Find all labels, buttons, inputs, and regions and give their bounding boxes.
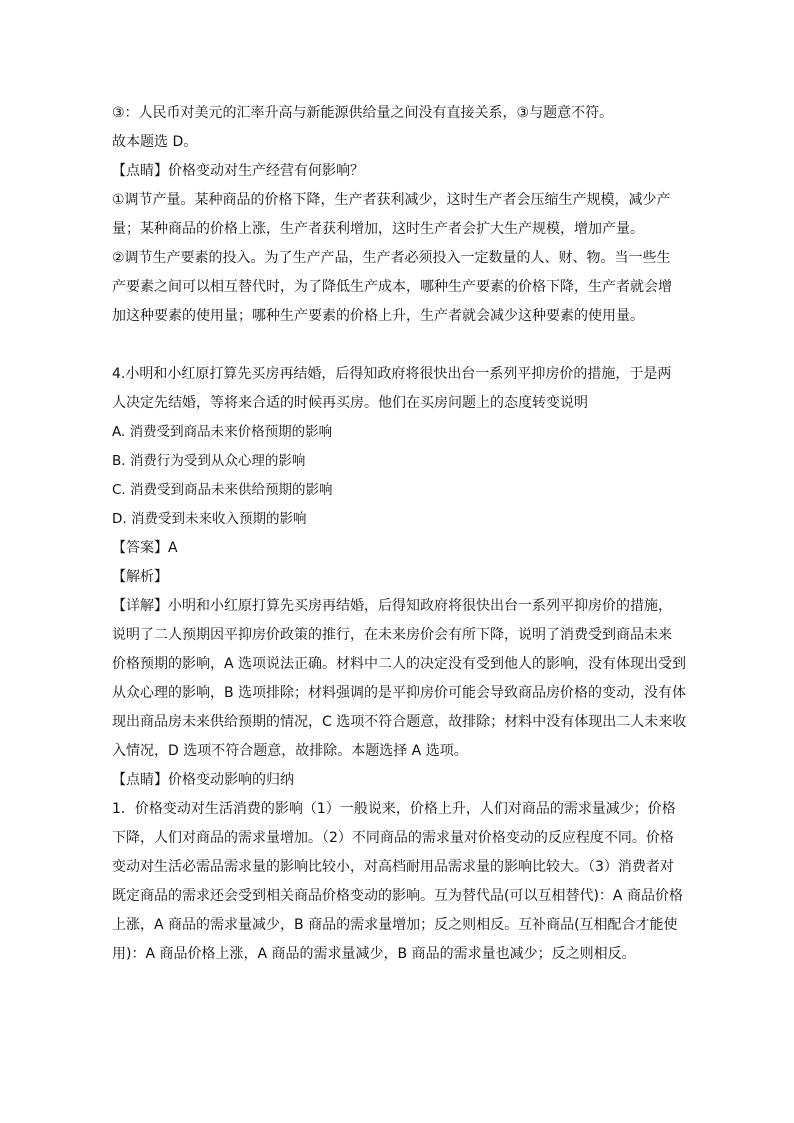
text-line: 变动对生活必需品需求量的影响比较小，对高档耐用品需求量的影响比较大。（3）消费者对 bbox=[112, 859, 674, 875]
text-line: 从众心理的影响，B 选项排除；材料强调的是平抑房价可能会导致商品房价格的变动，没有体 bbox=[112, 685, 687, 701]
option-d: D. 消费受到未来收入预期的影响 bbox=[112, 511, 307, 527]
text-line: 加这种要素的使用量；哪种生产要素的价格上升，生产者就会减少这种要素的使用量。 bbox=[112, 308, 644, 324]
text-line: ①调节产量。某种商品的价格下降，生产者获利减少，这时生产者会压缩生产规模，减少产 bbox=[112, 192, 671, 208]
text-line: 量；某种商品的价格上涨，生产者获利增加，这时生产者会扩大生产规模，增加产量。 bbox=[112, 221, 644, 237]
text-line: 产要素之间可以相互替代时，为了降低生产成本，哪种生产要素的价格下降，生产者就会增 bbox=[112, 279, 672, 295]
analysis-heading: 【解析】 bbox=[112, 569, 168, 585]
text-line: 【详解】小明和小红原打算先买房再结婚，后得知政府将很快出台一系列平抑房价的措施， bbox=[112, 598, 672, 614]
text-line: 下降，人们对商品的需求量增加。（2）不同商品的需求量对价格变动的反应程度不同。价格 bbox=[112, 830, 674, 846]
text-line: 1．价格变动对生活消费的影响（1）一般说来，价格上升，人们对商品的需求量减少；价格 bbox=[112, 801, 676, 817]
answer-line: 【答案】A bbox=[112, 540, 178, 556]
question-text: 人决定先结婚，等将来合适的时候再买房。他们在买房问题上的态度转变说明 bbox=[112, 395, 588, 411]
text-line: 【点睛】价格变动对生产经营有何影响？ bbox=[112, 163, 364, 179]
option-b: B. 消费行为受到从众心理的影响 bbox=[112, 453, 306, 469]
text-line: ③：人民币对美元的汇率升高与新能源供给量之间没有直接关系，③与题意不符。 bbox=[112, 105, 614, 121]
question-text: 4.小明和小红原打算先买房再结婚，后得知政府将很快出台一系列平抑房价的措施，于是两 bbox=[112, 366, 672, 382]
text-line: 现出商品房未来供给预期的情况，C 选项不符合题意，故排除；材料中没有体现出二人未来收 bbox=[112, 714, 687, 730]
text-line: 用)：A 商品价格上涨，A 商品的需求量减少，B 商品的需求量也减少；反之则相反。 bbox=[112, 946, 636, 962]
text-line: 既定商品的需求还会受到相关商品价格变动的影响。互为替代品(可以互相替代)：A 商品价格 bbox=[112, 888, 683, 904]
option-a: A. 消费受到商品未来价格预期的影响 bbox=[112, 424, 333, 440]
text-line: 入情况，D 选项不符合题意，故排除。本题选择 A 选项。 bbox=[112, 743, 468, 759]
text-line: 【点睛】价格变动影响的归纳 bbox=[112, 772, 294, 788]
text-line: 故本题选 D。 bbox=[112, 134, 198, 150]
paragraph-gap bbox=[112, 331, 688, 360]
text-line: 说明了二人预期因平抑房价政策的推行，在未来房价会有所下降，说明了消费受到商品未来 bbox=[112, 627, 672, 643]
text-line: 价格预期的影响，A 选项说法正确。材料中二人的决定没有受到他人的影响，没有体现出受到 bbox=[112, 656, 687, 672]
document-page bbox=[112, 99, 688, 969]
text-line: ②调节生产要素的投入。为了生产产品，生产者必须投入一定数量的人、财、物。当一些生 bbox=[112, 250, 671, 266]
option-c: C. 消费受到商品未来供给预期的影响 bbox=[112, 482, 333, 498]
text-line: 上涨，A 商品的需求量减少，B 商品的需求量增加；反之则相反。互补商品(互相配合才能使 bbox=[112, 917, 678, 933]
